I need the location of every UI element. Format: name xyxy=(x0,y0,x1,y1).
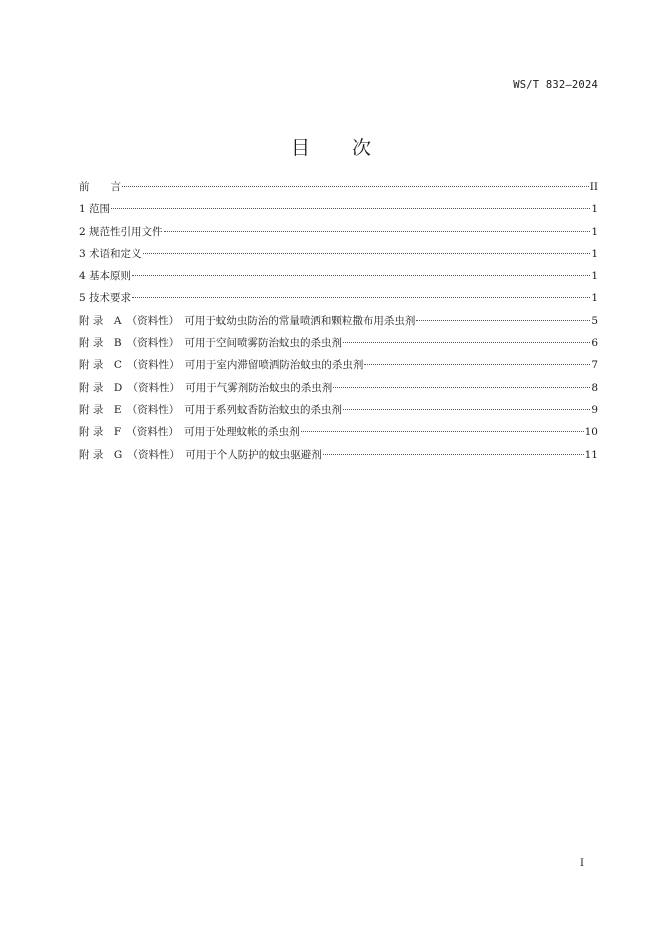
dot-leader xyxy=(122,186,589,187)
toc-entry-label: 1 范围 xyxy=(79,203,111,216)
toc-entry-page: 11 xyxy=(584,448,598,461)
toc-entry-label: 附 录 A （资料性） 可用于蚊幼虫防治的常量喷洒和颗粒撒布用杀虫剂 xyxy=(79,314,416,327)
toc-entry-label: 附 录 D （资料性） 可用于气雾剂防治蚊虫的杀虫剂 xyxy=(79,381,333,394)
dot-leader xyxy=(323,454,584,455)
toc-entry-appendix-e[interactable] xyxy=(79,402,598,424)
dot-leader xyxy=(364,364,590,365)
toc-entry-normative-references[interactable] xyxy=(79,224,598,246)
toc-entry-page: 1 xyxy=(591,203,598,216)
dot-leader xyxy=(143,253,591,254)
dot-leader xyxy=(333,387,590,388)
toc-entry-page: 6 xyxy=(591,337,598,350)
toc-entry-appendix-f[interactable] xyxy=(79,424,598,446)
toc-entry-label: 5 技术要求 xyxy=(79,292,132,305)
toc-entry-page: 5 xyxy=(591,314,598,327)
toc-entry-foreword[interactable] xyxy=(79,179,598,201)
toc-entry-page: II xyxy=(589,181,598,193)
toc-title: 目 次 xyxy=(290,137,390,159)
toc-entry-basic-principles[interactable] xyxy=(79,268,598,290)
dot-leader xyxy=(343,409,590,410)
page-number: I xyxy=(580,858,584,869)
toc-entry-label: 前 言 xyxy=(79,181,121,193)
toc-entry-technical-requirements[interactable] xyxy=(79,290,598,312)
dot-leader xyxy=(343,342,590,343)
standard-code: WS/T 832—2024 xyxy=(513,79,598,91)
toc-entry-label: 2 规范性引用文件 xyxy=(79,225,163,238)
dot-leader xyxy=(164,231,591,232)
toc-entry-label: 附 录 C （资料性） 可用于室内滞留喷洒防治蚊虫的杀虫剂 xyxy=(79,359,364,372)
dot-leader xyxy=(132,275,590,276)
toc-entry-terms-definitions[interactable] xyxy=(79,246,598,268)
table-of-contents xyxy=(79,179,598,469)
dot-leader xyxy=(416,320,590,321)
dot-leader xyxy=(111,208,590,209)
toc-entry-page: 9 xyxy=(591,403,598,416)
toc-entry-page: 7 xyxy=(591,359,598,372)
toc-entry-page: 1 xyxy=(591,225,598,238)
toc-entry-label: 附 录 B （资料性） 可用于空间喷雾防治蚊虫的杀虫剂 xyxy=(79,337,343,350)
toc-entry-appendix-g[interactable] xyxy=(79,447,598,469)
toc-entry-label: 4 基本原则 xyxy=(79,270,132,283)
toc-entry-page: 8 xyxy=(591,381,598,394)
toc-entry-appendix-b[interactable] xyxy=(79,335,598,357)
toc-entry-label: 附 录 F （资料性） 可用于处理蚊帐的杀虫剂 xyxy=(79,426,300,439)
toc-entry-appendix-c[interactable] xyxy=(79,357,598,379)
toc-entry-page: 1 xyxy=(591,292,598,305)
toc-entry-label: 附 录 E （资料性） 可用于系列蚊香防治蚊虫的杀虫剂 xyxy=(79,403,343,416)
toc-entry-page: 1 xyxy=(591,270,598,283)
toc-entry-appendix-a[interactable] xyxy=(79,313,598,335)
toc-entry-page: 1 xyxy=(591,247,598,260)
dot-leader xyxy=(132,297,590,298)
toc-entry-appendix-d[interactable] xyxy=(79,380,598,402)
toc-entry-scope[interactable] xyxy=(79,201,598,223)
toc-entry-page: 10 xyxy=(584,426,598,439)
toc-entry-label: 附 录 G （资料性） 可用于个人防护的蚊虫驱避剂 xyxy=(79,448,322,461)
toc-entry-label: 3 术语和定义 xyxy=(79,247,142,260)
dot-leader xyxy=(301,431,584,432)
